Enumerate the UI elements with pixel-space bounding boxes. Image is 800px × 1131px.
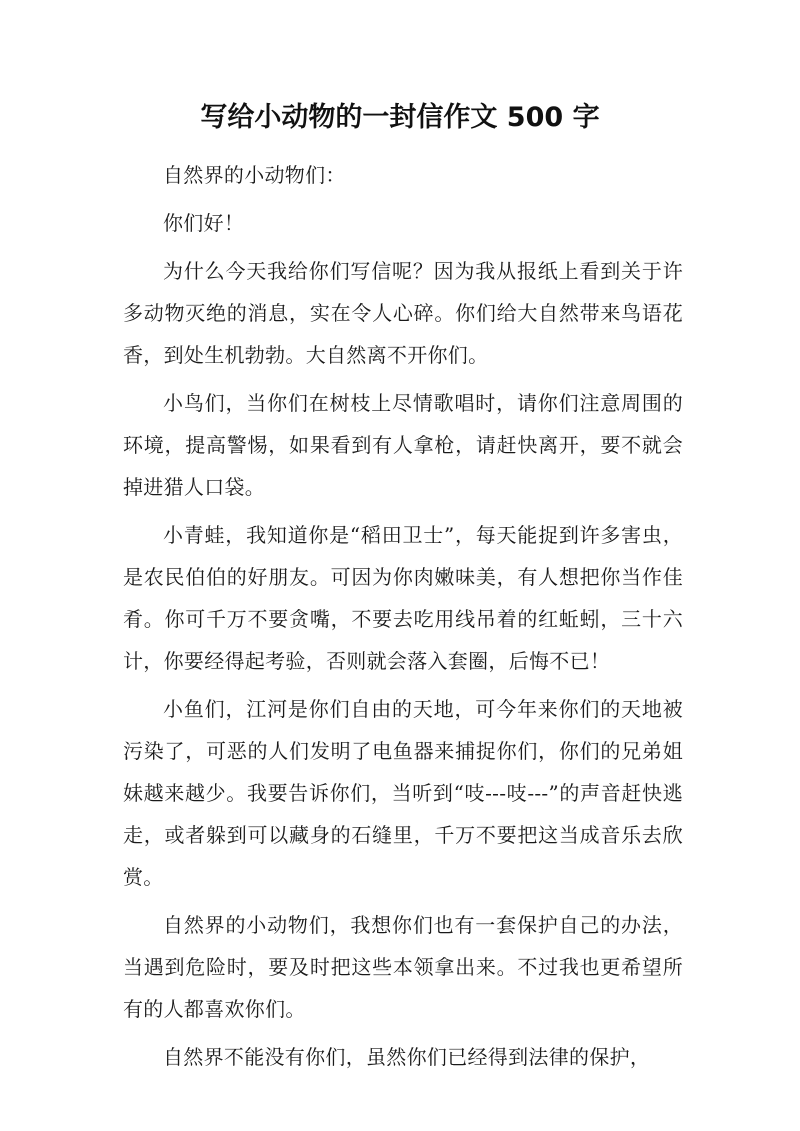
paragraph-birds: 小鸟们，当你们在树枝上尽情歌唱时，请你们注意周围的环境，提高警惕，如果看到有人拿枪，请赶快离开，要不就会掉进猎人口袋。 [123, 391, 683, 499]
paragraph-salutation: 自然界的小动物们： [163, 163, 346, 187]
paragraph-self-protection: 自然界的小动物们，我想你们也有一套保护自己的办法，当遇到危险时，要及时把这些本领拿出来。不过我也更希望所有的人都喜欢你们。 [123, 913, 683, 1021]
paragraph-frog: 小青蛙，我知道你是“稻田卫士”，每天能捉到许多害虫，是农民伯伯的好朋友。可因为你肉嫩味美，有人想把你当作佳肴。你可千万不要贪嘴，不要去吃用线吊着的红蚯蚓，三十六计，你要经得起考验，否则就会落入套圈，后悔不已！ [123, 523, 683, 673]
document-title: 写给小动物的一封信作文 500 字 [200, 102, 600, 133]
paragraph-greeting: 你们好！ [163, 211, 245, 235]
paragraph-closing: 自然界不能没有你们，虽然你们已经得到法律的保护， [163, 1045, 651, 1069]
paragraph-reason: 为什么今天我给你们写信呢？因为我从报纸上看到关于许多动物灭绝的消息，实在令人心碎。你们给大自然带来鸟语花香，到处生机勃勃。大自然离不开你们。 [123, 259, 683, 367]
document-body [123, 154, 683, 1078]
paragraph-fish: 小鱼们，江河是你们自由的天地，可今年来你们的天地被污染了，可恶的人们发明了电鱼器来捕捉你们，你们的兄弟姐妹越来越少。我要告诉你们，当听到“吱---吱---”的声音赶快逃走，或者躲到可以藏身的石缝里，千万不要把这当成音乐去欣赏。 [123, 697, 683, 889]
